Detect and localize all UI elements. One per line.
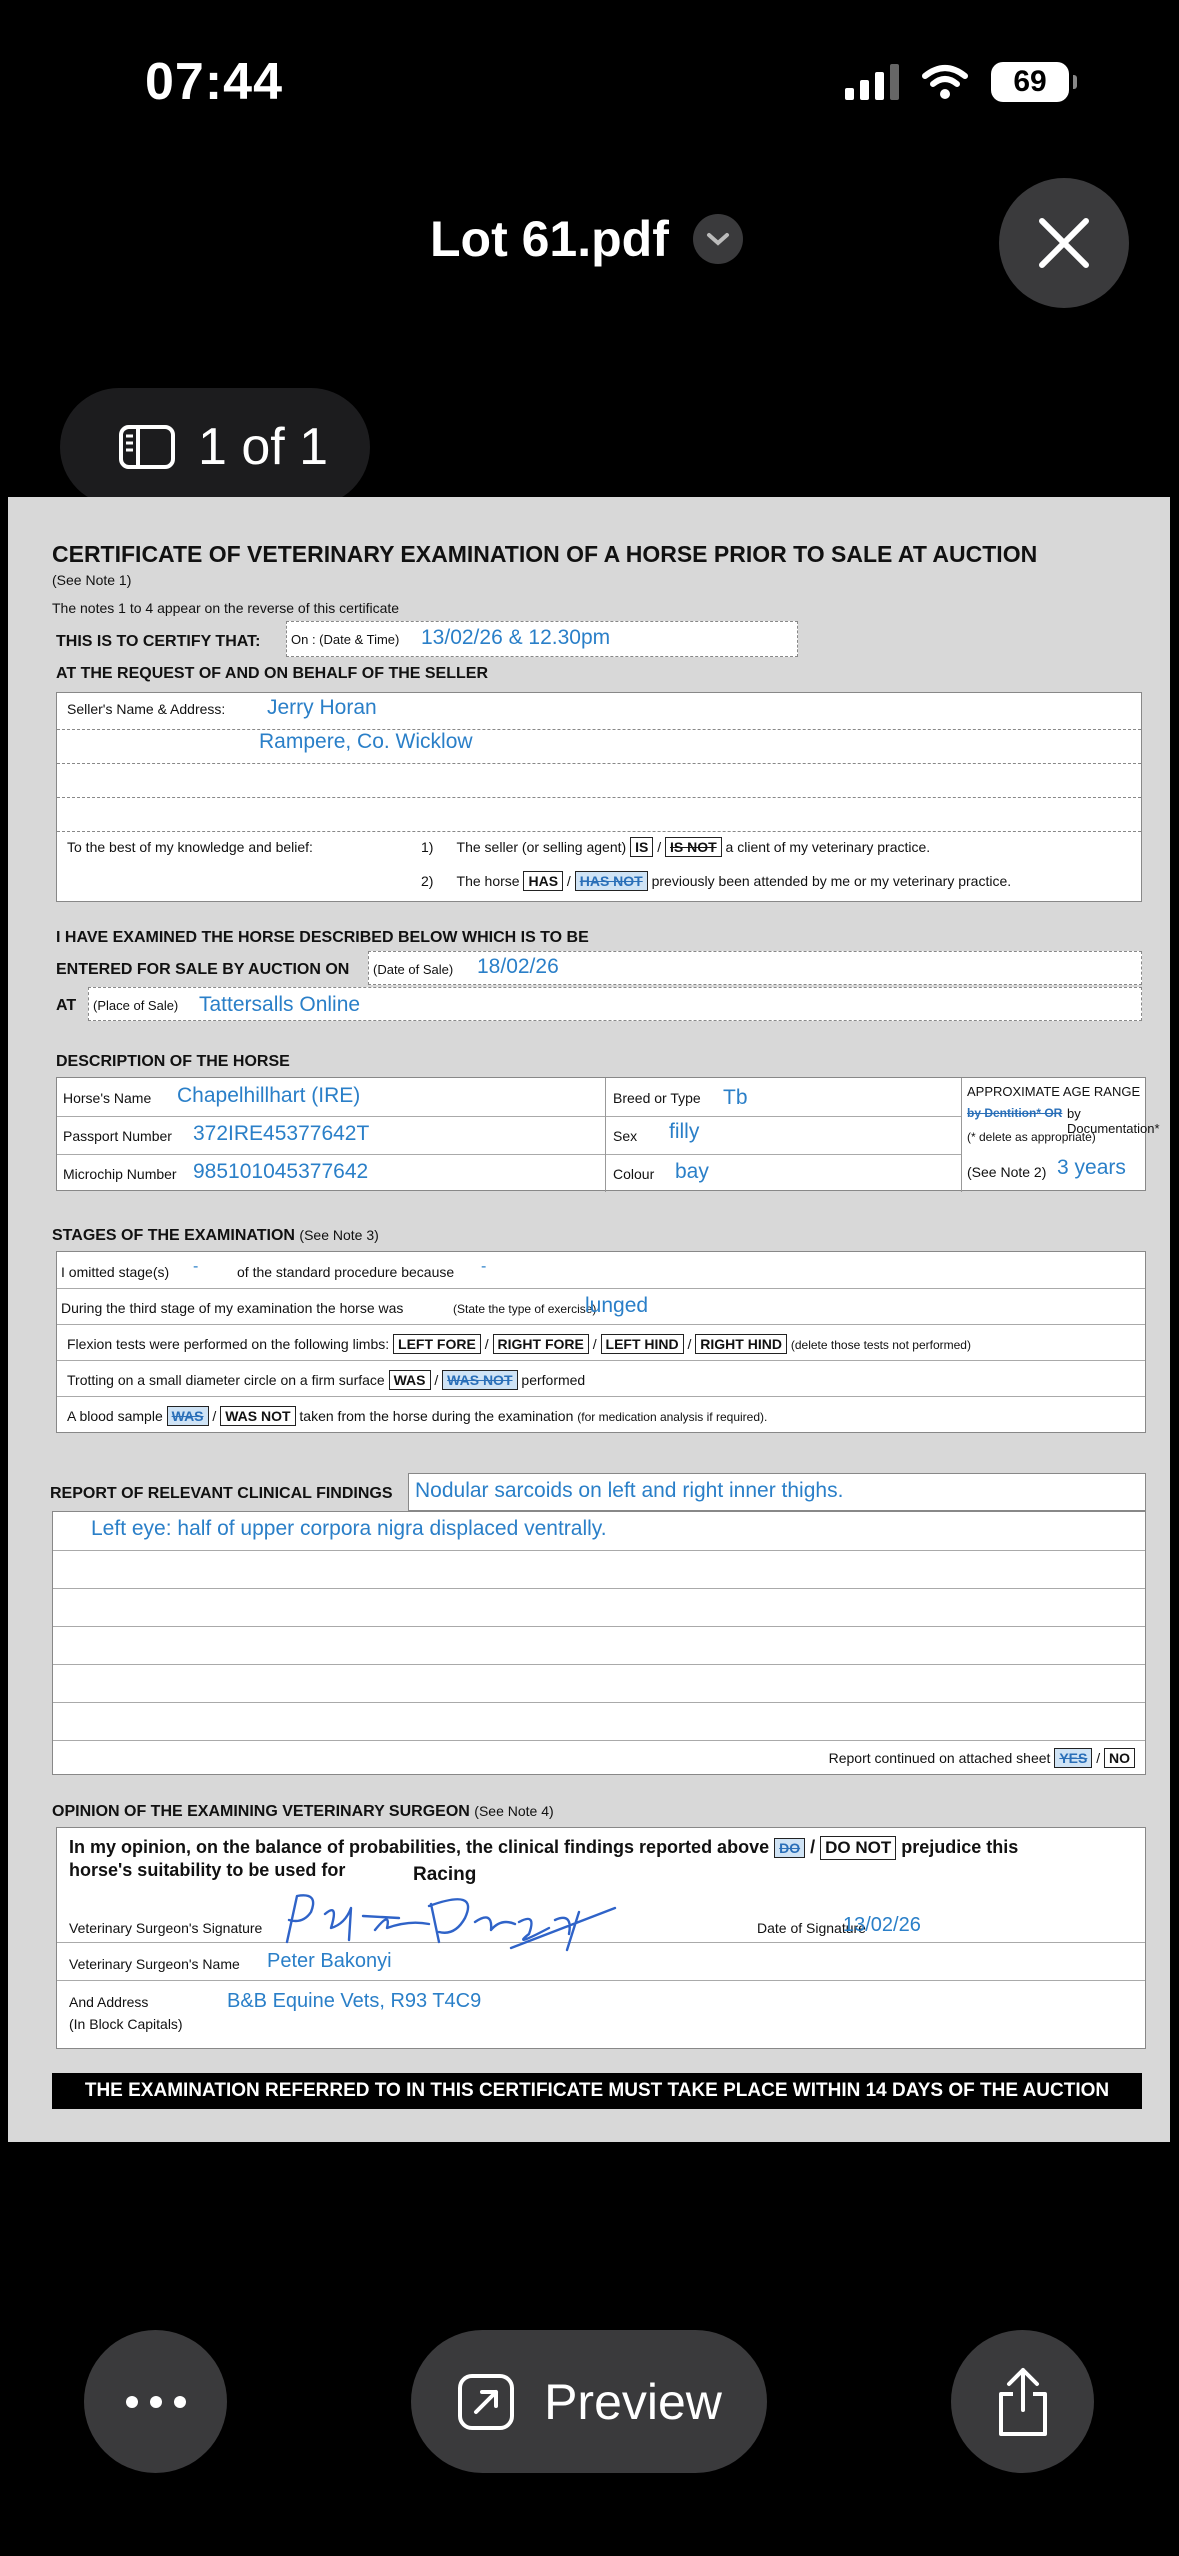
stages-heading: STAGES OF THE EXAMINATION (See Note 3) [52, 1227, 379, 1244]
place-of-sale-field: (Place of Sale) Tattersalls Online [88, 987, 1142, 1021]
blood-row: A blood sample WAS / WAS NOT taken from the horse during the examination (for medication analysis if required). [67, 1408, 768, 1424]
right-fore-option[interactable]: RIGHT FORE [493, 1334, 589, 1354]
notes-line: The notes 1 to 4 appear on the reverse of this certificate [52, 600, 400, 616]
at-label: AT [56, 997, 77, 1014]
stages-table: I omitted stage(s) - of the standard procedure because - During the third stage of my examination the horse was (State the type of exercise) lunged Flexion tests were performed on the following limbs: LEFT FORE / RIGHT FORE / LEFT HIND / RIGHT HIND (delete those tests not performed) Trotting on a small diameter circle on a firm surface WAS / WAS NOT performed A blood sample WAS / WAS NOT taken from the horse during the examination (for medication analysis if required). [56, 1251, 1146, 1433]
seller-address: Rampere, Co. Wicklow [259, 730, 473, 753]
certificate-title: CERTIFICATE OF VETERINARY EXAMINATION OF A HORSE PRIOR TO SALE AT AUCTION [52, 541, 1038, 567]
pdf-page[interactable] [8, 497, 1170, 2142]
page-indicator-text: 1 of 1 [198, 418, 329, 476]
signature-date: 13/02/26 [843, 1914, 921, 1936]
battery-icon: 69 [991, 62, 1069, 102]
passport-number: 372IRE45377642T [193, 1122, 370, 1145]
document-title[interactable] [430, 210, 743, 268]
place-of-sale: Tattersalls Online [199, 993, 361, 1016]
open-external-icon [456, 2372, 516, 2432]
on-value: 13/02/26 & 12.30pm [421, 626, 611, 649]
trot-was-not-option[interactable]: WAS NOT [442, 1370, 517, 1390]
close-icon [1036, 215, 1092, 271]
date-of-sale: 18/02/26 [477, 955, 559, 978]
exercise-type: lunged [585, 1294, 649, 1317]
on-date-field [286, 621, 798, 657]
examined-label: I HAVE EXAMINED THE HORSE DESCRIBED BELOW WHICH IS TO BE [56, 929, 589, 946]
date-of-sale-field: (Date of Sale) 18/02/26 [368, 951, 1142, 985]
suitability: Racing [413, 1864, 477, 1885]
trot-was-option[interactable]: WAS [389, 1370, 431, 1390]
sidebar-icon [118, 424, 176, 470]
breed: Tb [723, 1086, 748, 1109]
blood-was-option[interactable]: WAS [167, 1406, 209, 1426]
opinion-heading: OPINION OF THE EXAMINING VETERINARY SURGEON (See Note 4) [52, 1803, 554, 1820]
left-fore-option[interactable]: LEFT FORE [393, 1334, 481, 1354]
certify-label: THIS IS TO CERTIFY THAT: [56, 633, 261, 650]
report-label: REPORT OF RELEVANT CLINICAL FINDINGS [50, 1485, 393, 1502]
signal-icon [845, 64, 899, 100]
status-time: 07:44 [145, 53, 283, 111]
belief-1: 1) The seller (or selling agent) IS / IS NOT a client of my veterinary practice. [421, 839, 931, 855]
status-icons [845, 62, 1069, 102]
report-lines [52, 1511, 1146, 1775]
page-indicator[interactable] [60, 388, 370, 506]
is-option[interactable]: IS [630, 837, 653, 857]
horse-name: Chapelhillhart (IRE) [177, 1084, 361, 1107]
continued-yes-option[interactable]: YES [1054, 1748, 1092, 1768]
footer-notice: THE EXAMINATION REFERRED TO IN THIS CERTIFICATE MUST TAKE PLACE WITHIN 14 DAYS OF THE AUCTION [52, 2073, 1142, 2109]
continued-row: Report continued on attached sheet YES / NO [829, 1748, 1135, 1768]
belief-2: 2) The horse HAS / HAS NOT previously been attended by me or my veterinary practice. [421, 873, 1012, 889]
share-icon [993, 2366, 1053, 2438]
on-label: On : (Date & Time) [291, 632, 400, 647]
left-hind-option[interactable]: LEFT HIND [601, 1334, 684, 1354]
continued-no-option[interactable]: NO [1104, 1748, 1135, 1768]
share-button[interactable] [951, 2330, 1094, 2473]
right-hind-option[interactable]: RIGHT HIND [695, 1334, 787, 1354]
has-option[interactable]: HAS [523, 871, 563, 891]
opinion-box: In my opinion, on the balance of probabilities, the clinical findings reported above DO / DO NOT prejudice this horse's suitability to be used for Racing Veterinary Surgeon's Signature Date of Signature 13/02/26 Veterinary Surgeon's Name Peter Bakonyi And Address (In Block Capitals) B&B Equine Vets, R93 T4C9 [56, 1827, 1146, 2049]
wifi-icon [921, 64, 969, 100]
chevron-down-icon[interactable] [693, 214, 743, 264]
vet-name: Peter Bakonyi [267, 1950, 392, 1972]
seller-name: Jerry Horan [267, 696, 377, 719]
preview-button[interactable] [411, 2330, 767, 2473]
flexion-row: Flexion tests were performed on the following limbs: LEFT FORE / RIGHT FORE / LEFT HIND / RIGHT HIND (delete those tests not performed) [67, 1336, 971, 1352]
seller-box [56, 692, 1142, 902]
report-first-line [408, 1473, 1146, 1511]
opinion-text: In my opinion, on the balance of probabilities, the clinical findings reported above DO / DO NOT prejudice this [69, 1836, 1018, 1860]
finding-1: Nodular sarcoids on left and right inner thighs. [415, 1479, 844, 1502]
signature-image [279, 1884, 619, 1954]
entered-label: ENTERED FOR SALE BY AUCTION ON [56, 961, 350, 978]
description-label: DESCRIPTION OF THE HORSE [56, 1053, 290, 1070]
microchip-number: 985101045377642 [193, 1160, 369, 1183]
colour: bay [675, 1160, 709, 1183]
more-icon [124, 2394, 188, 2410]
has-not-option[interactable]: HAS NOT [575, 871, 648, 891]
sex: filly [669, 1120, 700, 1143]
preview-label: Preview [544, 2373, 722, 2430]
vet-address: B&B Equine Vets, R93 T4C9 [227, 1990, 482, 2012]
belief-label: To the best of my knowledge and belief: [67, 839, 313, 855]
close-button[interactable] [999, 178, 1129, 308]
is-not-option[interactable]: IS NOT [665, 837, 722, 857]
document-title-text: Lot 61.pdf [430, 211, 669, 267]
seller-label: Seller's Name & Address: [67, 701, 226, 717]
more-button[interactable] [84, 2330, 227, 2473]
trotting-row: Trotting on a small diameter circle on a firm surface WAS / WAS NOT performed [67, 1372, 586, 1388]
age: 3 years [1057, 1156, 1126, 1179]
request-label: AT THE REQUEST OF AND ON BEHALF OF THE SELLER [56, 665, 488, 682]
blood-was-not-option[interactable]: WAS NOT [220, 1406, 295, 1426]
see-note-1: (See Note 1) [52, 572, 132, 588]
do-not-option[interactable]: DO NOT [820, 1836, 896, 1860]
description-table: Horse's Name Chapelhillhart (IRE) Passport Number 372IRE45377642T Microchip Number 985101045377642 Breed or Type Tb Sex filly Colour bay APPROXIMATE AGE RANGE by Dentition* OR by Documentation* (* delete as appropriate) (See Note 2) 3 years [56, 1077, 1146, 1191]
do-option[interactable]: DO [774, 1838, 805, 1858]
finding-2: Left eye: half of upper corpora nigra displaced ventrally. [91, 1517, 607, 1540]
